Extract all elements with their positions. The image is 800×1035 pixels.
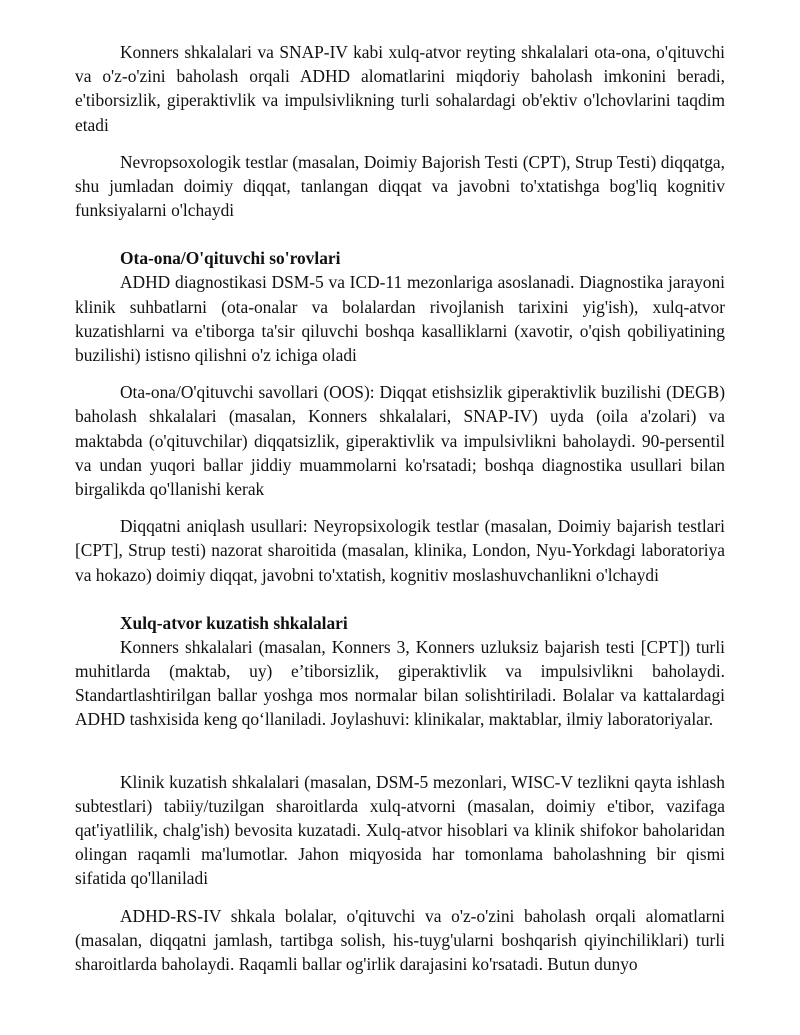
spacer	[75, 222, 725, 235]
paragraph-oos: Ota-ona/O'qituvchi savollari (OOS): Diqqat etishsizlik giperaktivlik buzilishi (DEGB) baholash shkalalari (masalan, Konners shkalalari, SNAP-IV) uyda (oila a'zolari) va maktabda (o'qituvchilar) diqqatsizlik, giperaktivlik va impulsivlikni baholaydi. 90-persentil va undan yuqori ballar jiddiy muammolarni ko'rsatadi; boshqa diagnostika usullari bilan birgalikda qo'llanishi kerak	[75, 382, 725, 500]
paragraph-adhd-rs-iv: ADHD-RS-IV shkala bolalar, o'qituvchi va o'z-o'zini baholash orqali alomatlarni (masalan, diqqatni jamlash, tartibga solish, his-tuyg'ularni boshqarish qiyinchiliklari) turli sharoitlarda baholaydi. Raqamli ballar og'irlik darajasini ko'rsatadi. Butun dunyo	[75, 905, 725, 975]
spacer	[75, 732, 725, 770]
heading-behavior-observation-scales: Xulq-atvor kuzatish shkalalari	[120, 612, 348, 633]
paragraph-clinical-observation: Klinik kuzatish shkalalari (masalan, DSM-5 mezonlari, WISC-V tezlikni qayta ishlash subtestlari) tabiiy/tuzilgan sharoitlarda xulq-atvorni (masalan, doimiy e'tibor, vazifaga qat'iyatlilik, chalg'ish) bevosita kuzatadi. Xulq-atvor hisoblari va klinik shifokor baholaridan olingan raqamli ma'lumotlar. Jahon miqyosida har tomonlama baholashning bir qismi sifatida qo'llaniladi	[75, 771, 725, 889]
spacer	[75, 600, 725, 611]
spacer	[75, 587, 725, 600]
spacer	[75, 235, 725, 246]
spacer	[75, 501, 725, 514]
paragraph-adhd-diagnostics: ADHD diagnostikasi DSM-5 va ICD-11 mezonlariga asoslanadi. Diagnostika jarayoni klinik suhbatlarni (ota-onalar va bolalardan rivojlanish tarixini yig'ish), xulq-atvor kuzatishlarni va e'tiborga ta'sir qiluvchi boshqa kasalliklarni (xavotir, o'qish qobiliyatining buzilishi) istisno qilishni o'z ichiga oladi	[75, 272, 725, 366]
paragraph-conners-scales: Konners shkalalari (masalan, Konners 3, Konners uzluksiz bajarish testi [CPT]) turli muhitlarda (maktab, uy) e’tiborsizlik, giperaktivlik va impulsivlikni baholaydi. Standartlashtirilgan ballar yoshga mos normalar bilan solishtiriladi. Bolalar va kattalardagi ADHD tashxisida keng qo‘llaniladi. Joylashuvi: klinikalar, maktablar, ilmiy laboratoriyalar.	[75, 636, 725, 730]
paragraph-attention-methods: Diqqatni aniqlash usullari: Neyropsixologik testlar (masalan, Doimiy bajarish testlari [CPT], Strup testi) nazorat sharoitida (masalan, klinika, London, Nyu-Yorkdagi laboratoriya va hokazo) doimiy diqqat, javobni to'xtatish, kognitiv moslashuvchanlikni o'lchaydi	[75, 516, 725, 585]
spacer	[75, 367, 725, 380]
spacer	[75, 137, 725, 150]
spacer	[75, 891, 725, 904]
paragraph-rating-scales: Konners shkalalari va SNAP-IV kabi xulq-atvor reyting shkalalari ota-ona, o'qituvchi va o'z-o'zini baholash orqali ADHD alomatlarini miqdoriy baholash imkonini beradi, e'tiborsizlik, giperaktivlik va impulsivlikning turli sohalardagi ob'ektiv o'lchovlarini taqdim etadi	[75, 42, 725, 135]
paragraph-neuropsych-tests: Nevropsoxologik testlar (masalan, Doimiy Bajorish Testi (CPT), Strup Testi) diqqatga, shu jumladan doimiy diqqat, tanlangan diqqat va javobni to'xtatishga bog'liq kognitiv funksiyalarni o'lchaydi	[75, 151, 725, 221]
heading-parent-teacher-surveys: Ota-ona/O'qituvchi so'rovlari	[120, 248, 341, 269]
document-page	[75, 40, 725, 976]
